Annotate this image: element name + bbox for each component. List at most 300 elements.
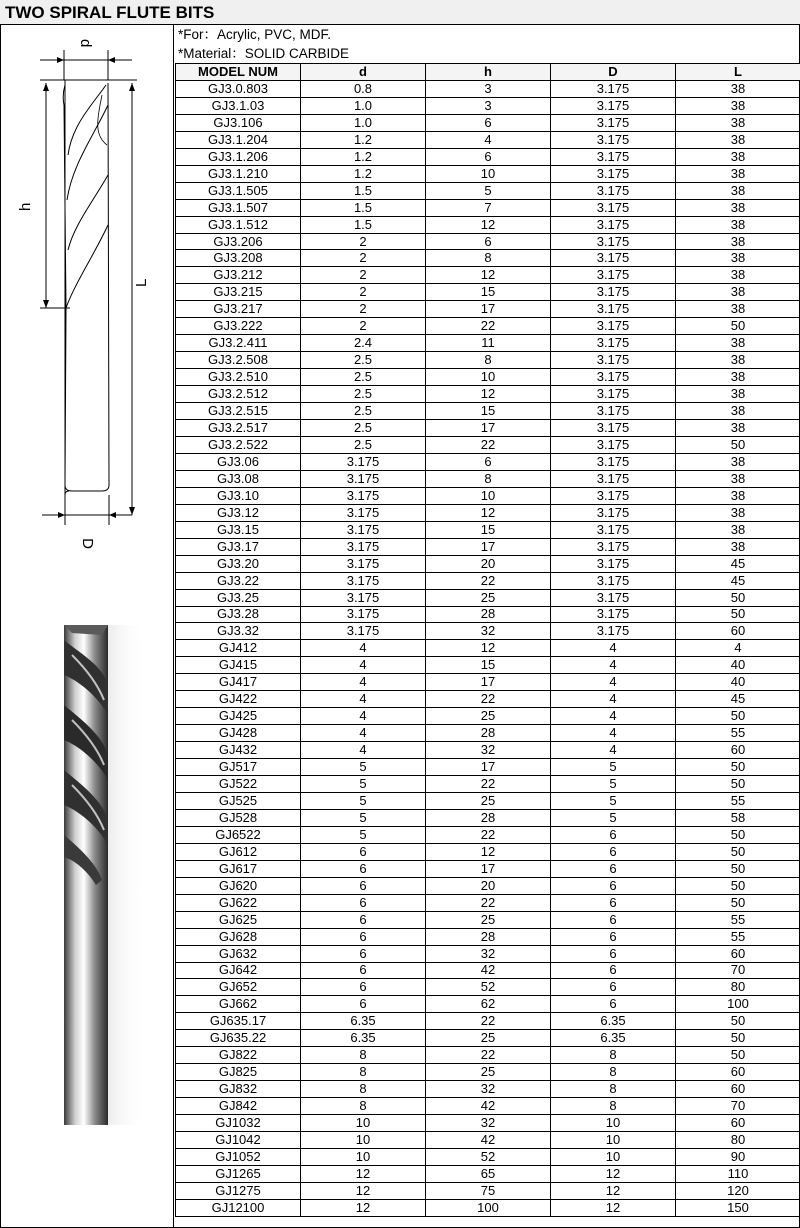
- table-cell: 52: [426, 1149, 551, 1166]
- table-row: [176, 809, 800, 826]
- table-cell: GJ3.1.507: [176, 199, 301, 216]
- table-row: [176, 504, 800, 521]
- table-cell: GJ3.2.522: [176, 436, 301, 453]
- table-cell: 3.175: [551, 199, 676, 216]
- table-cell: 3.175: [551, 335, 676, 352]
- table-cell: 58: [676, 809, 800, 826]
- table-cell: 15: [426, 521, 551, 538]
- table-cell: 3.175: [551, 572, 676, 589]
- table-cell: 2: [301, 284, 426, 301]
- table-cell: 20: [426, 555, 551, 572]
- table-cell: 32: [426, 945, 551, 962]
- table-cell: 25: [426, 911, 551, 928]
- table-cell: 38: [676, 267, 800, 284]
- table-cell: 28: [426, 606, 551, 623]
- table-cell: 2.5: [301, 386, 426, 403]
- usage-note: *For：Acrylic, PVC, MDF.: [178, 27, 332, 42]
- table-row: [176, 182, 800, 199]
- material-note: *Material：SOLID CARBIDE: [178, 46, 350, 61]
- table-cell: GJ3.12: [176, 504, 301, 521]
- table-cell: 25: [426, 708, 551, 725]
- table-row: [176, 1115, 800, 1132]
- table-cell: 55: [676, 725, 800, 742]
- table-cell: GJ3.1.204: [176, 131, 301, 148]
- table-cell: 38: [676, 369, 800, 386]
- table-cell: 3: [426, 80, 551, 97]
- table-cell: 6.35: [301, 1030, 426, 1047]
- table-cell: GJ12100: [176, 1199, 301, 1216]
- table-cell: 4: [676, 640, 800, 657]
- table-cell: 50: [676, 708, 800, 725]
- table-cell: 3.175: [551, 114, 676, 131]
- table-cell: 3.175: [301, 504, 426, 521]
- table-row: [176, 470, 800, 487]
- table-cell: 6.35: [551, 1030, 676, 1047]
- table-cell: 120: [676, 1182, 800, 1199]
- table-cell: 10: [551, 1115, 676, 1132]
- label-d-top: d: [77, 39, 94, 48]
- table-row: [176, 708, 800, 725]
- table-cell: GJ3.10: [176, 487, 301, 504]
- table-cell: 6: [426, 233, 551, 250]
- table-cell: GJ517: [176, 759, 301, 776]
- table-cell: GJ3.2.512: [176, 386, 301, 403]
- table-cell: 1.2: [301, 165, 426, 182]
- table-cell: 50: [676, 826, 800, 843]
- table-cell: 3.175: [301, 589, 426, 606]
- table-cell: 6: [301, 894, 426, 911]
- table-cell: 3.175: [301, 487, 426, 504]
- table-cell: 100: [676, 996, 800, 1013]
- table-cell: 6: [551, 877, 676, 894]
- table-cell: GJ3.06: [176, 453, 301, 470]
- table-cell: 42: [426, 1132, 551, 1149]
- table-cell: 42: [426, 962, 551, 979]
- table-cell: 12: [426, 843, 551, 860]
- table-cell: 38: [676, 233, 800, 250]
- table-cell: 6: [551, 860, 676, 877]
- table-cell: 12: [426, 216, 551, 233]
- table-cell: 38: [676, 420, 800, 437]
- table-cell: 3: [426, 97, 551, 114]
- table-cell: 3.175: [551, 470, 676, 487]
- table-cell: 22: [426, 826, 551, 843]
- table-row: [176, 725, 800, 742]
- table-row: [176, 250, 800, 267]
- table-cell: 50: [676, 860, 800, 877]
- table-cell: 38: [676, 487, 800, 504]
- table-cell: 50: [676, 589, 800, 606]
- table-cell: GJ3.1.206: [176, 148, 301, 165]
- table-cell: 50: [676, 606, 800, 623]
- table-cell: 32: [426, 742, 551, 759]
- table-row: [176, 640, 800, 657]
- table-cell: GJ432: [176, 742, 301, 759]
- table-cell: 4: [551, 657, 676, 674]
- table-cell: GJ3.0.803: [176, 80, 301, 97]
- table-cell: 25: [426, 1064, 551, 1081]
- table-cell: 60: [676, 623, 800, 640]
- content-frame: [0, 25, 800, 1228]
- table-cell: 50: [676, 1047, 800, 1064]
- table-row: [176, 1199, 800, 1216]
- table-row: [176, 1064, 800, 1081]
- table-row: [176, 403, 800, 420]
- table-cell: GJ3.1.512: [176, 216, 301, 233]
- table-body: [176, 80, 800, 1216]
- table-cell: 20: [426, 877, 551, 894]
- table-cell: 15: [426, 284, 551, 301]
- table-cell: 12: [551, 1199, 676, 1216]
- table-row: [176, 1132, 800, 1149]
- table-cell: GJ3.2.411: [176, 335, 301, 352]
- table-row: [176, 538, 800, 555]
- table-cell: 4: [551, 674, 676, 691]
- table-cell: 6: [301, 928, 426, 945]
- table-cell: 12: [426, 386, 551, 403]
- table-cell: 3.175: [301, 606, 426, 623]
- table-cell: 3.175: [301, 470, 426, 487]
- table-cell: 10: [301, 1115, 426, 1132]
- column-header-small-d: d: [301, 64, 426, 81]
- table-cell: 3.175: [551, 267, 676, 284]
- table-cell: 3.175: [551, 148, 676, 165]
- table-cell: GJ3.1.03: [176, 97, 301, 114]
- table-cell: 17: [426, 538, 551, 555]
- table-cell: 5: [551, 792, 676, 809]
- table-cell: 3.175: [551, 97, 676, 114]
- table-cell: 70: [676, 1098, 800, 1115]
- table-cell: GJ628: [176, 928, 301, 945]
- table-cell: 2: [301, 318, 426, 335]
- table-row: [176, 284, 800, 301]
- table-cell: 22: [426, 1047, 551, 1064]
- table-row: [176, 657, 800, 674]
- table-cell: 3.175: [551, 233, 676, 250]
- table-cell: 4: [301, 674, 426, 691]
- table-cell: 50: [676, 877, 800, 894]
- table-cell: 38: [676, 80, 800, 97]
- table-cell: 32: [426, 623, 551, 640]
- table-cell: 8: [551, 1081, 676, 1098]
- table-row: [176, 979, 800, 996]
- table-cell: 3.175: [551, 538, 676, 555]
- table-cell: 3.175: [551, 80, 676, 97]
- table-cell: 3.175: [551, 369, 676, 386]
- table-cell: 45: [676, 572, 800, 589]
- table-cell: 38: [676, 216, 800, 233]
- table-cell: GJ428: [176, 725, 301, 742]
- page-title: TWO SPIRAL FLUTE BITS: [0, 0, 800, 25]
- table-cell: 1.0: [301, 114, 426, 131]
- table-cell: 22: [426, 572, 551, 589]
- table-cell: 38: [676, 199, 800, 216]
- table-row: [176, 945, 800, 962]
- table-row: [176, 1013, 800, 1030]
- table-cell: GJ412: [176, 640, 301, 657]
- table-cell: 2: [301, 250, 426, 267]
- label-l: L: [133, 278, 150, 287]
- table-cell: 50: [676, 759, 800, 776]
- table-cell: 3.175: [551, 420, 676, 437]
- table-cell: 5: [551, 776, 676, 793]
- table-cell: GJ622: [176, 894, 301, 911]
- table-cell: 40: [676, 657, 800, 674]
- label-h: h: [17, 202, 34, 211]
- table-cell: 10: [426, 487, 551, 504]
- table-cell: 50: [676, 776, 800, 793]
- table-cell: 60: [676, 945, 800, 962]
- table-cell: GJ612: [176, 843, 301, 860]
- table-cell: 4: [551, 742, 676, 759]
- table-cell: 3.175: [551, 284, 676, 301]
- table-cell: 12: [426, 267, 551, 284]
- table-cell: 4: [551, 725, 676, 742]
- table-cell: 8: [301, 1047, 426, 1064]
- table-row: [176, 589, 800, 606]
- table-cell: 110: [676, 1165, 800, 1182]
- table-cell: GJ642: [176, 962, 301, 979]
- table-cell: GJ3.106: [176, 114, 301, 131]
- table-cell: 55: [676, 928, 800, 945]
- table-cell: 4: [301, 657, 426, 674]
- table-cell: 38: [676, 284, 800, 301]
- table-cell: 45: [676, 691, 800, 708]
- table-row: [176, 165, 800, 182]
- table-cell: GJ832: [176, 1081, 301, 1098]
- table-row: [176, 420, 800, 437]
- table-cell: 8: [301, 1081, 426, 1098]
- table-cell: 5: [551, 809, 676, 826]
- table-cell: 3.175: [551, 521, 676, 538]
- table-cell: GJ3.25: [176, 589, 301, 606]
- table-cell: 3.175: [301, 572, 426, 589]
- table-row: [176, 742, 800, 759]
- table-row: [176, 1182, 800, 1199]
- table-cell: 60: [676, 1081, 800, 1098]
- table-row: [176, 1081, 800, 1098]
- table-cell: 5: [301, 792, 426, 809]
- table-cell: 4: [301, 742, 426, 759]
- table-cell: 2.5: [301, 352, 426, 369]
- table-cell: 62: [426, 996, 551, 1013]
- table-cell: GJ842: [176, 1098, 301, 1115]
- table-row: [176, 792, 800, 809]
- table-row: [176, 674, 800, 691]
- table-cell: GJ422: [176, 691, 301, 708]
- table-cell: 11: [426, 335, 551, 352]
- table-row: [176, 691, 800, 708]
- table-cell: 22: [426, 894, 551, 911]
- table-row: [176, 80, 800, 97]
- table-cell: GJ635.22: [176, 1030, 301, 1047]
- table-cell: GJ528: [176, 809, 301, 826]
- table-cell: 8: [551, 1064, 676, 1081]
- table-cell: 90: [676, 1149, 800, 1166]
- table-row: [176, 1165, 800, 1182]
- table-cell: GJ415: [176, 657, 301, 674]
- table-cell: 17: [426, 420, 551, 437]
- table-cell: 10: [551, 1132, 676, 1149]
- table-cell: 45: [676, 555, 800, 572]
- table-cell: GJ3.15: [176, 521, 301, 538]
- spec-table: [175, 63, 800, 1217]
- table-cell: 3.175: [551, 555, 676, 572]
- table-cell: 5: [301, 759, 426, 776]
- table-row: [176, 487, 800, 504]
- table-cell: 52: [426, 979, 551, 996]
- table-cell: 6: [426, 148, 551, 165]
- table-cell: 6: [551, 928, 676, 945]
- table-cell: 70: [676, 962, 800, 979]
- table-cell: 50: [676, 436, 800, 453]
- table-cell: 38: [676, 97, 800, 114]
- table-cell: 5: [301, 776, 426, 793]
- table-cell: 38: [676, 538, 800, 555]
- table-cell: 28: [426, 928, 551, 945]
- table-cell: GJ632: [176, 945, 301, 962]
- table-cell: 3.175: [551, 182, 676, 199]
- table-row: [176, 1149, 800, 1166]
- table-cell: 6: [551, 996, 676, 1013]
- table-cell: 50: [676, 894, 800, 911]
- table-row: [176, 894, 800, 911]
- table-cell: 3.175: [551, 250, 676, 267]
- table-cell: GJ522: [176, 776, 301, 793]
- table-cell: 42: [426, 1098, 551, 1115]
- table-cell: 6: [551, 826, 676, 843]
- table-cell: 1.2: [301, 131, 426, 148]
- table-cell: 38: [676, 148, 800, 165]
- table-cell: 3.175: [551, 589, 676, 606]
- table-cell: 10: [426, 369, 551, 386]
- table-cell: 40: [676, 674, 800, 691]
- table-cell: 6: [551, 894, 676, 911]
- table-row: [176, 97, 800, 114]
- table-cell: 38: [676, 335, 800, 352]
- table-cell: 17: [426, 759, 551, 776]
- table-cell: 60: [676, 1064, 800, 1081]
- right-panel: [175, 25, 800, 1217]
- table-cell: 3.175: [301, 623, 426, 640]
- left-panel: [2, 25, 174, 1227]
- table-cell: 6: [551, 911, 676, 928]
- table-cell: 3.175: [551, 352, 676, 369]
- table-cell: GJ620: [176, 877, 301, 894]
- table-cell: 60: [676, 1115, 800, 1132]
- table-cell: GJ1275: [176, 1182, 301, 1199]
- table-cell: 4: [426, 131, 551, 148]
- table-cell: GJ1042: [176, 1132, 301, 1149]
- table-cell: 7: [426, 199, 551, 216]
- table-row: [176, 318, 800, 335]
- table-cell: 3.175: [551, 623, 676, 640]
- table-cell: GJ1265: [176, 1165, 301, 1182]
- table-cell: GJ825: [176, 1064, 301, 1081]
- table-cell: 80: [676, 1132, 800, 1149]
- table-cell: GJ425: [176, 708, 301, 725]
- table-cell: 15: [426, 403, 551, 420]
- table-cell: 6: [301, 996, 426, 1013]
- table-cell: GJ3.2.517: [176, 420, 301, 437]
- table-cell: 2.4: [301, 335, 426, 352]
- table-row: [176, 369, 800, 386]
- table-cell: 4: [301, 708, 426, 725]
- table-cell: 6: [301, 860, 426, 877]
- table-cell: 3.175: [551, 131, 676, 148]
- table-row: [176, 216, 800, 233]
- table-cell: 4: [301, 691, 426, 708]
- table-cell: 4: [551, 640, 676, 657]
- table-cell: 17: [426, 674, 551, 691]
- table-cell: 65: [426, 1165, 551, 1182]
- table-row: [176, 114, 800, 131]
- table-cell: GJ3.206: [176, 233, 301, 250]
- table-cell: 6: [301, 962, 426, 979]
- table-cell: GJ3.217: [176, 301, 301, 318]
- table-row: [176, 436, 800, 453]
- table-cell: GJ6522: [176, 826, 301, 843]
- table-cell: GJ617: [176, 860, 301, 877]
- bit-dimension-diagram: [2, 25, 174, 525]
- table-cell: 10: [551, 1149, 676, 1166]
- table-row: [176, 148, 800, 165]
- table-cell: 3.175: [551, 606, 676, 623]
- table-cell: 22: [426, 436, 551, 453]
- table-cell: GJ822: [176, 1047, 301, 1064]
- table-cell: 3.175: [551, 487, 676, 504]
- table-cell: 1.5: [301, 216, 426, 233]
- table-cell: 38: [676, 521, 800, 538]
- table-cell: 2: [301, 301, 426, 318]
- table-cell: 5: [426, 182, 551, 199]
- table-cell: 38: [676, 386, 800, 403]
- table-cell: 12: [301, 1199, 426, 1216]
- table-cell: 2: [301, 267, 426, 284]
- table-cell: GJ662: [176, 996, 301, 1013]
- table-cell: GJ3.1.505: [176, 182, 301, 199]
- table-cell: 2.5: [301, 420, 426, 437]
- table-cell: 38: [676, 470, 800, 487]
- table-row: [176, 776, 800, 793]
- table-cell: 38: [676, 182, 800, 199]
- table-cell: 1.2: [301, 148, 426, 165]
- column-header-h: h: [426, 64, 551, 81]
- table-cell: 10: [301, 1132, 426, 1149]
- table-row: [176, 386, 800, 403]
- table-cell: 3.175: [551, 403, 676, 420]
- table-cell: 8: [551, 1098, 676, 1115]
- table-cell: 38: [676, 114, 800, 131]
- column-header-l: L: [676, 64, 800, 81]
- table-cell: 3.175: [551, 436, 676, 453]
- table-row: [176, 555, 800, 572]
- table-cell: 6: [551, 962, 676, 979]
- table-cell: GJ3.28: [176, 606, 301, 623]
- table-cell: 4: [301, 640, 426, 657]
- table-row: [176, 1030, 800, 1047]
- table-cell: 32: [426, 1115, 551, 1132]
- column-header-small-d: D: [551, 64, 676, 81]
- table-row: [176, 860, 800, 877]
- label-d-bottom: D: [78, 538, 96, 549]
- table-row: [176, 826, 800, 843]
- table-cell: 6: [301, 945, 426, 962]
- table-cell: 2.5: [301, 369, 426, 386]
- table-cell: 3.175: [551, 386, 676, 403]
- table-cell: 5: [551, 759, 676, 776]
- table-row: [176, 572, 800, 589]
